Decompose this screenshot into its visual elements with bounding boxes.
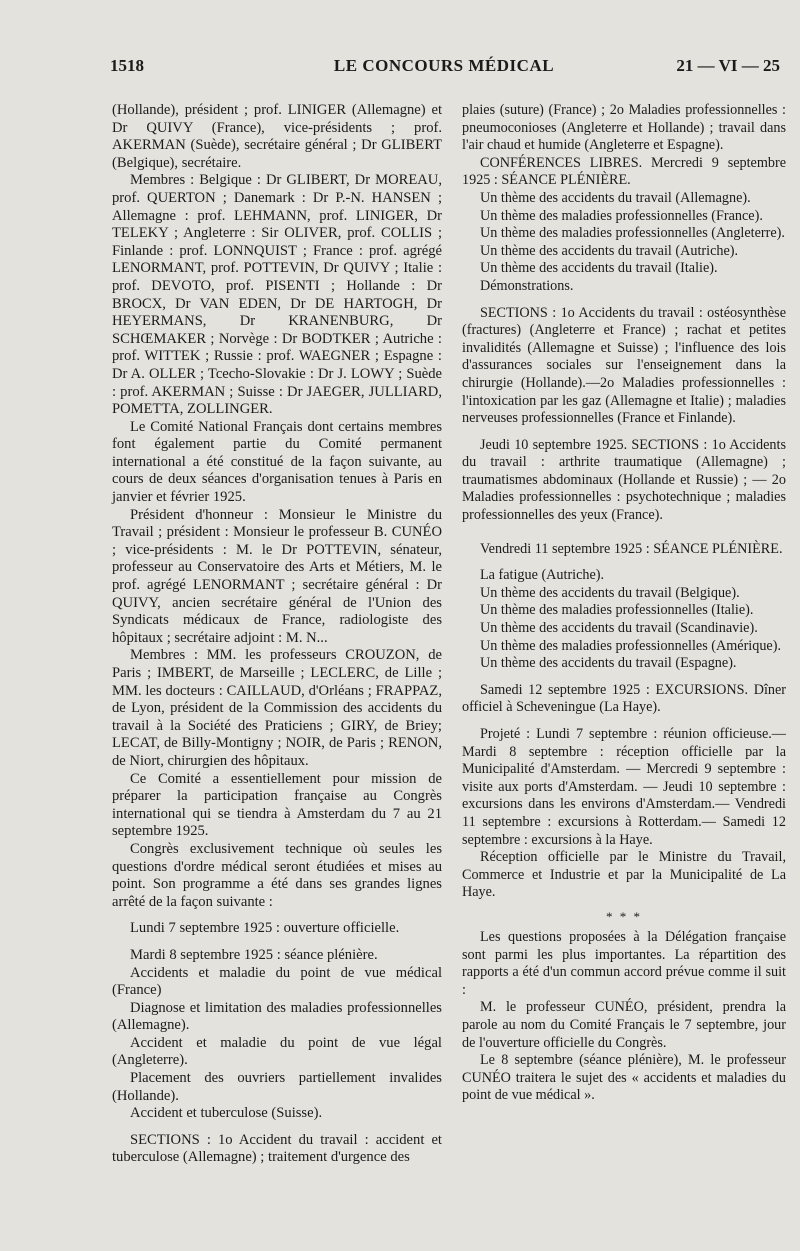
text-paragraph: Un thème des accidents du travail (Scandinavie). (480, 620, 758, 637)
left-column (112, 102, 442, 1167)
issue-date: 21 — VI — 25 (676, 56, 780, 75)
text-paragraph: Un thème des maladies professionnelles (Amérique). (480, 637, 781, 654)
text-paragraph: Un thème des accidents du travail (Italie). (480, 260, 718, 277)
text-paragraph: Membres : MM. les professeurs CROUZON, de Paris ; IMBERT, de Marseille ; LECLERC, de Lille ; MM. les docteurs : CAILLAUD, d'Orléans ; FRAPPAZ, de Lyon, président de la Commission des accidents du travail à la Société des Praticiens ; GIRY, de Briey; LECAT, de Billy-Montigny ; NOIR, de Paris ; RENON, de Niort, chirurgien des hôpitaux. (112, 647, 442, 769)
right-column (462, 102, 786, 1105)
text-paragraph: Mardi 8 septembre 1925 : séance plénière. (130, 946, 378, 963)
text-paragraph: Un thème des accidents du travail (Belgique). (480, 584, 740, 601)
text-paragraph: plaies (suture) (France) ; 2o Maladies professionnelles : pneumoconioses (Angleterre et Hollande) ; travail dans l'air chaud et humide (Angleterre et Espagne). (462, 102, 786, 154)
text-paragraph: Membres : Belgique : Dr GLIBERT, Dr MOREAU, prof. QUERTON ; Danemark : Dr P.-N. HANSEN ; Allemagne : prof. LEHMANN, prof. LINIGER, Dr TELEKY ; Angleterre : Sir OLIVER, prof. COLLIS ; Finlande : prof. LONNQUIST ; France : prof. agrégé LENORMANT, prof. POTTEVIN, Dr QUIVY ; Italie : prof. DEVOTO, prof. PISENTI ; Hollande : Dr BROCX, Dr VAN EDEN, Dr DE HARTOGH, Dr HEYERMANS, Dr KRANENBURG, Dr SCHŒMAKER ; Norvège : Dr BODTKER ; Autriche : prof. WITTEK ; Russie : prof. WAEGNER ; Espagne : Dr A. OLLER ; Tcecho-Slovakie : Dr J. LOWY ; Suède : prof. AKERMAN ; Suisse : Dr JAEGER, JULLIARD, POMETTA, ZOLLINGER. (112, 172, 442, 418)
text-paragraph: Accidents et maladie du point de vue médical (France) (112, 964, 442, 999)
text-paragraph: Ce Comité a essentiellement pour mission de préparer la participation française au Congrès international qui se tiendra à Amsterdam du 7 au 21 septembre 1925. (112, 770, 442, 840)
text-paragraph: Un thème des maladies professionnelles (Angleterre). (480, 225, 785, 242)
page-number: 1518 (110, 56, 144, 75)
page-header (108, 50, 780, 80)
text-paragraph: Projeté : Lundi 7 septembre : réunion officieuse.— Mardi 8 septembre : réception officielle par la Municipalité d'Amsterdam. — Mercredi 9 septembre : visite aux ports d'Amsterdam. — Jeudi 10 septembre : excursions dans les environs d'Amsterdam.— Vendredi 11 septembre : excursions à Rotterdam.— Samedi 12 septembre : excursions à la Haye. (462, 726, 786, 848)
text-paragraph: Démonstrations. (480, 277, 574, 294)
section-asterism: * * * (606, 908, 642, 924)
text-paragraph: (Hollande), président ; prof. LINIGER (Allemagne) et Dr QUIVY (France), vice-présidents ; prof. AKERMAN (Suède), secrétaire général ; Dr GLIBERT (Belgique), secrétaire. (112, 102, 442, 171)
journal-title: LE CONCOURS MÉDICAL (333, 56, 555, 75)
text-paragraph: Jeudi 10 septembre 1925. SECTIONS : 1o Accidents du travail : arthrite traumatique (Allemagne) ; traumatismes abdominaux (Hollande et Russie) ; — 2o Maladies professionnelles : psychotechnique ; maladies professionnelles des yeux (France). (462, 436, 786, 524)
text-paragraph: Un thème des accidents du travail (Espagne). (480, 655, 737, 672)
text-paragraph: La fatigue (Autriche). (480, 567, 605, 584)
text-paragraph: Le Comité National Français dont certains membres font également partie du Comité permanent international a été constitué de la façon suivante, au cours de deux séances d'organisation tenues à Paris en janvier et février 1925. (112, 418, 442, 506)
text-paragraph: SECTIONS : 1o Accidents du travail : ostéosynthèse (fractures) (Angleterre et France) ; rachat et petites invalidités (Allemagne et Suisse) ; l'influence des lois d'assurances sociales sur l'enseignement dans la chirurgie (Hollande).—2o Maladies professionnelles : l'intoxication par les gaz (Allemagne et Italie) ; maladies nerveuses professionnelles (France et Finlande). (462, 304, 786, 427)
text-paragraph: Le 8 septembre (séance plénière), M. le professeur CUNÉO traitera le sujet des « accidents et maladies du point de vue médical ». (462, 1052, 786, 1104)
text-paragraph: Diagnose et limitation des maladies professionnelles (Allemagne). (112, 999, 442, 1034)
text-paragraph: Un thème des maladies professionnelles (France). (480, 207, 763, 224)
text-paragraph: Les questions proposées à la Délégation française sont parmi les plus importantes. La répartition des rapports a été d'un commun accord prévue comme il suit : (462, 928, 786, 998)
text-paragraph: Président d'honneur : Monsieur le Ministre du Travail ; président : Monsieur le professeur B. CUNÉO ; vice-présidents : M. le Dr POTTEVIN, sénateur, professeur au Conservatoire des Arts et Métiers, M. le prof. agrégé LENORMANT ; secrétaire général : Dr QUIVY, ancien secrétaire général de l'Union des Syndicats médicaux de France, radiologiste des hôpitaux ; secrétaire adjoint : M. N... (112, 506, 442, 646)
text-paragraph: M. le professeur CUNÉO, président, prendra la parole au nom du Comité Français le 7 septembre, jour de l'ouverture officielle du Congrès. (462, 999, 786, 1051)
text-paragraph: Accident et maladie du point de vue légal (Angleterre). (112, 1034, 442, 1069)
text-paragraph: Placement des ouvriers partiellement invalides (Hollande). (112, 1070, 442, 1104)
text-paragraph: Accident et tuberculose (Suisse). (130, 1105, 323, 1122)
text-paragraph: Samedi 12 septembre 1925 : EXCURSIONS. Dîner officiel à Scheveningue (La Haye). (462, 681, 786, 716)
text-paragraph: Congrès exclusivement technique où seules les questions d'ordre médical seront étudiées et mises au point. Son programme a été dans ses grandes lignes arrêté de la façon suivante : (112, 840, 442, 910)
text-paragraph: SECTIONS : 1o Accident du travail : accident et tuberculose (Allemagne) ; traitement d'urgence des (112, 1131, 442, 1166)
text-paragraph: Réception officielle par le Ministre du Travail, Commerce et Industrie et par la Municipalité de La Haye. (462, 849, 786, 901)
text-paragraph: Un thème des maladies professionnelles (Italie). (480, 602, 754, 619)
text-paragraph: Un thème des accidents du travail (Autriche). (480, 242, 739, 259)
text-paragraph: Vendredi 11 septembre 1925 : SÉANCE PLÉNIÈRE. (480, 540, 783, 557)
text-paragraph: Un thème des accidents du travail (Allemagne). (480, 189, 751, 206)
text-paragraph: Lundi 7 septembre 1925 : ouverture officielle. (130, 920, 400, 937)
text-paragraph: CONFÉRENCES LIBRES. Mercredi 9 septembre 1925 : SÉANCE PLÉNIÈRE. (462, 154, 786, 189)
